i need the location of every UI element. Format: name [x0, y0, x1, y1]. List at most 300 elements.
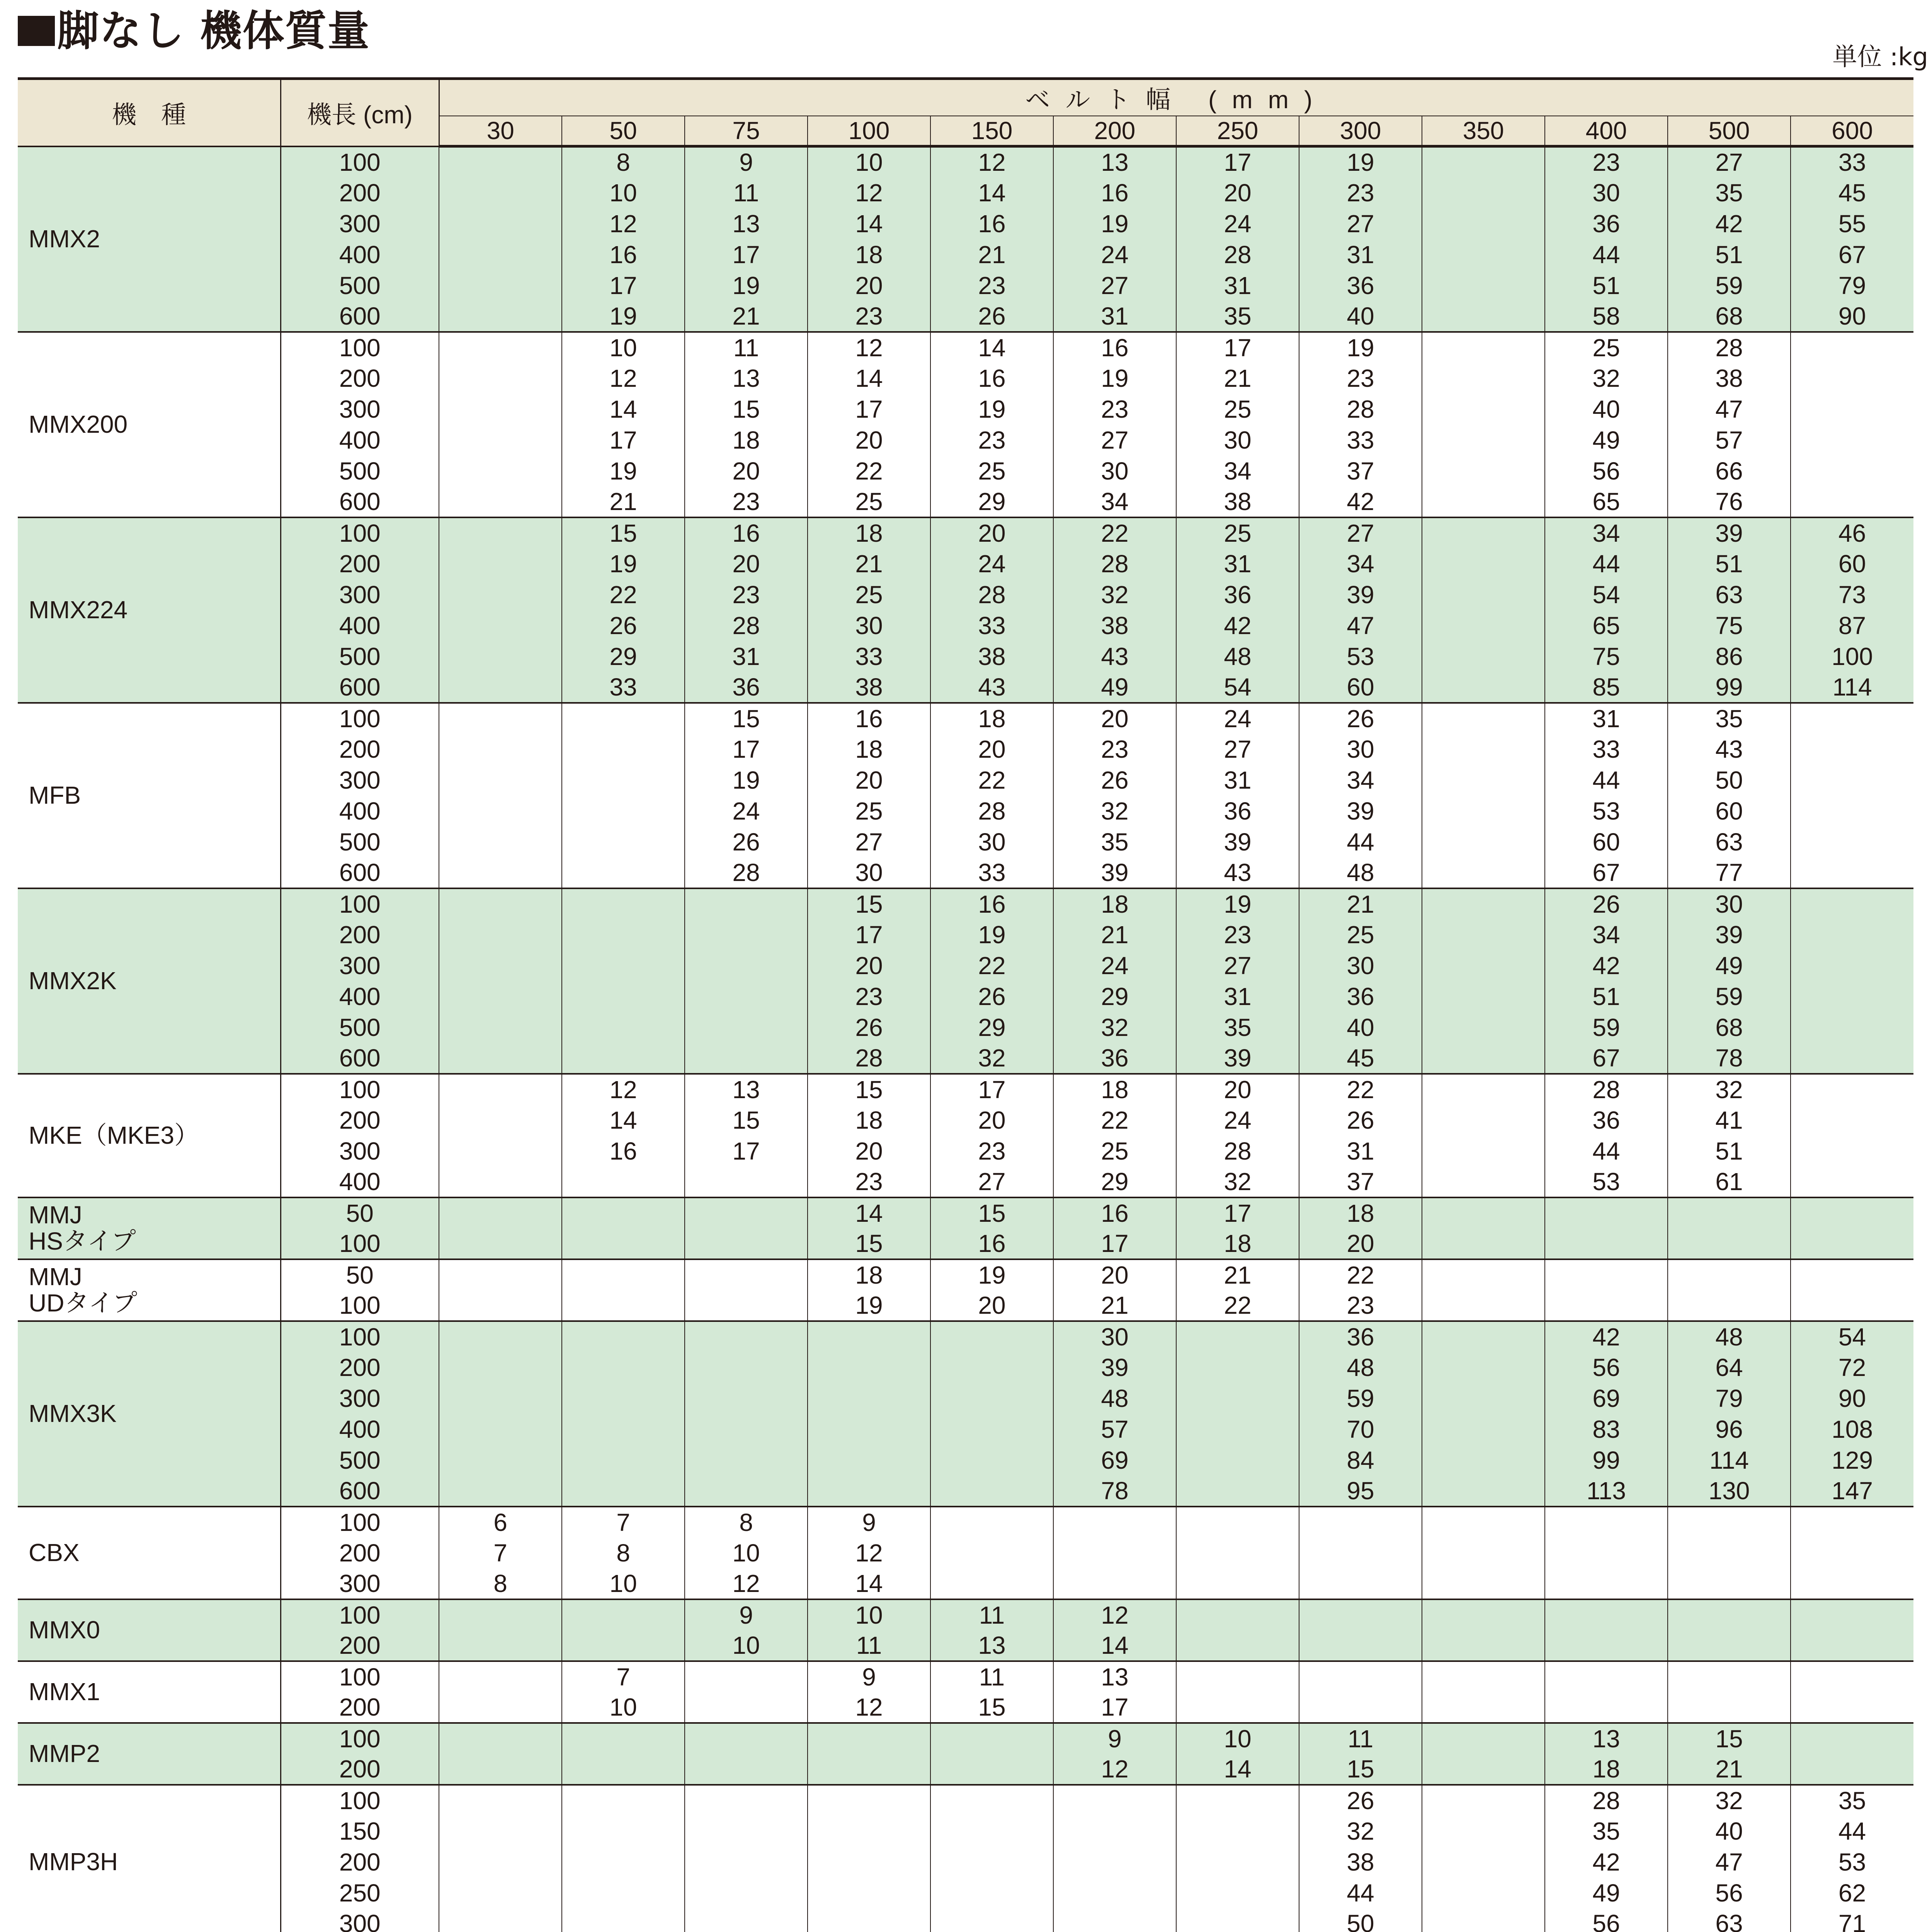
weight-cell: 44 — [1545, 1136, 1668, 1167]
weight-cell — [439, 456, 562, 486]
table-row — [18, 610, 1913, 641]
weight-cell — [439, 703, 562, 734]
weight-cell: 25 — [1176, 517, 1299, 548]
length-cell: 200 — [281, 548, 439, 579]
length-cell: 200 — [281, 1630, 439, 1661]
weight-cell: 22 — [808, 456, 930, 486]
weight-cell — [1545, 1599, 1668, 1630]
weight-cell: 10 — [685, 1537, 808, 1568]
weight-cell: 68 — [1668, 301, 1791, 332]
table-row — [18, 425, 1913, 456]
weight-cell: 34 — [1299, 548, 1422, 579]
table-row — [18, 177, 1913, 208]
weight-cell — [1053, 1537, 1176, 1568]
weight-cell — [1422, 548, 1545, 579]
table-row — [18, 857, 1913, 888]
length-cell: 100 — [281, 1661, 439, 1692]
weight-cell — [1545, 1537, 1668, 1568]
weight-cell — [1791, 486, 1913, 517]
weight-cell — [1791, 1723, 1913, 1754]
weight-cell: 27 — [1053, 270, 1176, 301]
weight-cell — [439, 1167, 562, 1197]
weight-cell: 60 — [1668, 796, 1791, 827]
weight-cell — [562, 703, 685, 734]
weight-cell: 43 — [1176, 857, 1299, 888]
weight-cell: 78 — [1668, 1043, 1791, 1074]
weight-cell — [439, 1661, 562, 1692]
weight-cell — [562, 1197, 685, 1228]
weight-cell — [808, 1476, 930, 1507]
weight-cell — [1176, 1908, 1299, 1932]
table-row — [18, 1908, 1913, 1932]
weight-cell: 18 — [808, 734, 930, 765]
weight-cell: 18 — [1176, 1228, 1299, 1259]
table-row — [18, 332, 1913, 363]
weight-cell: 32 — [1053, 579, 1176, 610]
weight-cell — [1422, 332, 1545, 363]
weight-cell — [1422, 1136, 1545, 1167]
belt-width-header-cell: 400 — [1545, 116, 1668, 146]
weight-cell — [1791, 1167, 1913, 1197]
weight-cell: 129 — [1791, 1445, 1913, 1476]
weight-cell — [1791, 363, 1913, 394]
weight-cell: 20 — [1299, 1228, 1422, 1259]
table-row — [18, 1785, 1913, 1816]
length-cell: 500 — [281, 1445, 439, 1476]
weight-cell: 35 — [1668, 177, 1791, 208]
weight-cell — [439, 1476, 562, 1507]
weight-cell — [685, 950, 808, 981]
weight-cell: 25 — [1176, 394, 1299, 425]
weight-cell — [1422, 1259, 1545, 1290]
weight-cell: 20 — [808, 765, 930, 796]
weight-cell: 56 — [1545, 1908, 1668, 1932]
weight-cell — [439, 1136, 562, 1167]
belt-width-header-cell: 30 — [439, 116, 562, 146]
weight-cell: 65 — [1545, 610, 1668, 641]
weight-cell: 7 — [562, 1661, 685, 1692]
length-cell: 300 — [281, 394, 439, 425]
weight-cell: 24 — [930, 548, 1053, 579]
weight-cell: 31 — [1299, 1136, 1422, 1167]
table-row — [18, 1537, 1913, 1568]
length-cell: 500 — [281, 641, 439, 672]
weight-cell — [685, 919, 808, 950]
weight-cell: 59 — [1545, 1012, 1668, 1043]
weight-cell: 17 — [562, 270, 685, 301]
weight-cell: 37 — [1299, 1167, 1422, 1197]
model-name-cell: CBX — [18, 1507, 281, 1599]
weight-cell: 69 — [1545, 1383, 1668, 1414]
weight-cell: 25 — [808, 486, 930, 517]
weight-cell: 85 — [1545, 672, 1668, 703]
weight-cell: 9 — [685, 1599, 808, 1630]
weight-cell: 21 — [1176, 1259, 1299, 1290]
table-row — [18, 1136, 1913, 1167]
weight-cell — [562, 1290, 685, 1321]
weight-cell: 10 — [562, 177, 685, 208]
weight-cell: 13 — [685, 1074, 808, 1105]
table-row — [18, 394, 1913, 425]
weight-cell — [1668, 1661, 1791, 1692]
weight-cell — [1791, 857, 1913, 888]
weight-cell: 48 — [1176, 641, 1299, 672]
weight-cell — [685, 1847, 808, 1878]
weight-cell — [1053, 1785, 1176, 1816]
weight-cell — [685, 1352, 808, 1383]
weight-cell: 35 — [1545, 1816, 1668, 1847]
weight-cell — [1791, 456, 1913, 486]
model-name-cell: MMX1 — [18, 1661, 281, 1723]
weight-cell — [562, 919, 685, 950]
weight-cell: 59 — [1668, 270, 1791, 301]
weight-cell — [439, 1074, 562, 1105]
weight-cell: 7 — [439, 1537, 562, 1568]
weight-cell — [1422, 827, 1545, 857]
table-row — [18, 517, 1913, 548]
weight-cell: 114 — [1791, 672, 1913, 703]
weight-cell: 10 — [562, 1568, 685, 1599]
weight-cell — [439, 1878, 562, 1908]
weight-cell — [439, 919, 562, 950]
weight-cell — [1791, 703, 1913, 734]
weight-cell: 67 — [1791, 239, 1913, 270]
weight-cell — [1422, 888, 1545, 919]
weight-cell — [930, 1352, 1053, 1383]
weight-cell: 47 — [1668, 394, 1791, 425]
length-cell: 300 — [281, 1908, 439, 1932]
weight-cell: 34 — [1176, 456, 1299, 486]
weight-cell: 22 — [1053, 517, 1176, 548]
weight-cell: 10 — [808, 1599, 930, 1630]
weight-cell — [1422, 641, 1545, 672]
weight-cell — [1176, 1568, 1299, 1599]
weight-cell — [1422, 1878, 1545, 1908]
weight-cell: 61 — [1668, 1167, 1791, 1197]
weight-cell: 32 — [930, 1043, 1053, 1074]
weight-cell — [1545, 1197, 1668, 1228]
model-name-cell: MMX200 — [18, 332, 281, 517]
weight-cell — [562, 1847, 685, 1878]
weight-cell: 59 — [1299, 1383, 1422, 1414]
weight-cell — [562, 1754, 685, 1785]
weight-cell: 6 — [439, 1507, 562, 1537]
weight-cell: 42 — [1545, 1847, 1668, 1878]
weight-cell: 40 — [1299, 1012, 1422, 1043]
weight-cell: 27 — [1299, 517, 1422, 548]
weight-cell — [562, 1228, 685, 1259]
weight-cell: 36 — [1299, 1321, 1422, 1352]
weight-cell: 57 — [1668, 425, 1791, 456]
length-cell: 100 — [281, 1228, 439, 1259]
weight-cell: 28 — [1176, 239, 1299, 270]
weight-cell — [1422, 1847, 1545, 1878]
weight-cell: 13 — [685, 208, 808, 239]
weight-cell: 34 — [1545, 517, 1668, 548]
weight-cell: 8 — [562, 1537, 685, 1568]
weight-cell — [685, 1476, 808, 1507]
weight-cell — [1422, 146, 1545, 177]
weight-cell: 96 — [1668, 1414, 1791, 1445]
weight-cell: 57 — [1053, 1414, 1176, 1445]
weight-cell: 24 — [1176, 703, 1299, 734]
weight-cell: 26 — [1299, 1105, 1422, 1136]
weight-cell: 27 — [1299, 208, 1422, 239]
weight-cell — [439, 888, 562, 919]
length-cell: 300 — [281, 208, 439, 239]
weight-cell: 16 — [930, 888, 1053, 919]
belt-width-header-cell: 300 — [1299, 116, 1422, 146]
weight-cell: 21 — [1053, 919, 1176, 950]
model-name-cell: MMJ HSタイプ — [18, 1197, 281, 1259]
weight-cell — [562, 1167, 685, 1197]
weight-cell: 17 — [562, 425, 685, 456]
weight-cell: 33 — [1791, 146, 1913, 177]
weight-cell — [930, 1878, 1053, 1908]
weight-cell: 15 — [808, 1228, 930, 1259]
length-cell: 400 — [281, 610, 439, 641]
unit-label: 単位 :kg — [1832, 43, 1928, 71]
weight-cell — [439, 796, 562, 827]
weight-cell: 147 — [1791, 1476, 1913, 1507]
weight-cell: 33 — [1299, 425, 1422, 456]
weight-cell: 35 — [1176, 1012, 1299, 1043]
weight-cell: 11 — [685, 332, 808, 363]
weight-cell: 83 — [1545, 1414, 1668, 1445]
weight-cell: 9 — [808, 1507, 930, 1537]
weight-cell: 30 — [1053, 456, 1176, 486]
weight-cell — [930, 1754, 1053, 1785]
weight-cell: 33 — [930, 857, 1053, 888]
weight-cell — [439, 1816, 562, 1847]
table-row — [18, 548, 1913, 579]
weight-cell: 22 — [930, 950, 1053, 981]
weight-cell: 113 — [1545, 1476, 1668, 1507]
length-cell: 300 — [281, 1136, 439, 1167]
weight-cell — [808, 1878, 930, 1908]
table-row — [18, 1476, 1913, 1507]
weight-cell: 38 — [1053, 610, 1176, 641]
weight-cell: 14 — [808, 208, 930, 239]
weight-cell — [808, 1908, 930, 1932]
weight-cell — [562, 1012, 685, 1043]
weight-cell — [1299, 1630, 1422, 1661]
weight-cell: 11 — [930, 1661, 1053, 1692]
weight-cell: 23 — [685, 486, 808, 517]
weight-cell: 100 — [1791, 641, 1913, 672]
weight-cell — [562, 1414, 685, 1445]
weight-cell: 25 — [1299, 919, 1422, 950]
weight-cell: 60 — [1299, 672, 1422, 703]
weight-cell: 49 — [1668, 950, 1791, 981]
weight-cell — [1791, 1630, 1913, 1661]
weight-cell — [439, 1908, 562, 1932]
weight-cell: 35 — [1053, 827, 1176, 857]
weight-cell — [439, 1785, 562, 1816]
weight-cell: 7 — [562, 1507, 685, 1537]
weight-cell — [439, 1847, 562, 1878]
weight-cell: 46 — [1791, 517, 1913, 548]
length-cell: 100 — [281, 1507, 439, 1537]
weight-cell — [1176, 1599, 1299, 1630]
weight-cell: 45 — [1791, 177, 1913, 208]
table-row — [18, 919, 1913, 950]
length-cell: 100 — [281, 517, 439, 548]
weight-cell — [808, 1445, 930, 1476]
weight-cell: 17 — [685, 1136, 808, 1167]
weight-cell — [685, 1290, 808, 1321]
weight-cell — [1422, 703, 1545, 734]
weight-cell — [685, 1878, 808, 1908]
weight-cell: 26 — [685, 827, 808, 857]
weight-cell: 8 — [685, 1507, 808, 1537]
weight-cell — [439, 1321, 562, 1352]
weight-cell: 31 — [1176, 270, 1299, 301]
table-row — [18, 734, 1913, 765]
weight-cell — [1422, 394, 1545, 425]
weight-cell — [439, 1754, 562, 1785]
length-cell: 600 — [281, 301, 439, 332]
weight-cell — [562, 827, 685, 857]
weight-cell: 34 — [1545, 919, 1668, 950]
weight-cell — [1422, 1476, 1545, 1507]
weight-cell — [930, 1414, 1053, 1445]
weight-cell: 39 — [1053, 1352, 1176, 1383]
table-row — [18, 1507, 1913, 1537]
table-row — [18, 1847, 1913, 1878]
weight-cell — [439, 1043, 562, 1074]
weight-cell — [1422, 1599, 1545, 1630]
weight-cell — [1422, 1537, 1545, 1568]
weight-cell — [1053, 1507, 1176, 1537]
length-cell: 100 — [281, 332, 439, 363]
weight-cell — [1791, 765, 1913, 796]
weight-cell — [1791, 888, 1913, 919]
weight-cell: 10 — [562, 1692, 685, 1723]
weight-cell: 16 — [1053, 177, 1176, 208]
weight-cell: 41 — [1668, 1105, 1791, 1136]
length-cell: 400 — [281, 796, 439, 827]
weight-cell: 14 — [808, 1197, 930, 1228]
weight-cell: 42 — [1545, 950, 1668, 981]
weight-cell: 76 — [1668, 486, 1791, 517]
length-cell: 400 — [281, 1414, 439, 1445]
length-cell: 200 — [281, 363, 439, 394]
weight-cell — [1176, 1661, 1299, 1692]
weight-cell: 16 — [562, 1136, 685, 1167]
weight-cell: 12 — [808, 177, 930, 208]
weight-cell — [1791, 981, 1913, 1012]
weight-cell: 21 — [1668, 1754, 1791, 1785]
belt-width-header-cell: 100 — [808, 116, 930, 146]
weight-cell — [1422, 301, 1545, 332]
weight-cell: 51 — [1668, 239, 1791, 270]
weight-cell — [439, 1630, 562, 1661]
weight-cell: 15 — [930, 1197, 1053, 1228]
weight-cell — [562, 1599, 685, 1630]
weight-cell — [808, 1785, 930, 1816]
weight-cell: 20 — [808, 950, 930, 981]
weight-cell: 63 — [1668, 827, 1791, 857]
weight-cell: 12 — [562, 363, 685, 394]
table-row — [18, 1321, 1913, 1352]
length-cell: 400 — [281, 425, 439, 456]
weight-cell: 51 — [1668, 548, 1791, 579]
weight-cell — [1176, 1352, 1299, 1383]
weight-cell: 30 — [808, 857, 930, 888]
weight-cell: 31 — [1299, 239, 1422, 270]
weight-cell: 77 — [1668, 857, 1791, 888]
weight-cell: 28 — [930, 796, 1053, 827]
length-cell: 500 — [281, 1012, 439, 1043]
weight-cell: 15 — [685, 1105, 808, 1136]
weight-cell: 39 — [1176, 827, 1299, 857]
weight-cell — [1422, 1692, 1545, 1723]
length-cell: 50 — [281, 1197, 439, 1228]
weight-cell — [562, 1878, 685, 1908]
table-row — [18, 1816, 1913, 1847]
weight-cell: 36 — [1545, 1105, 1668, 1136]
weight-cell: 9 — [1053, 1723, 1176, 1754]
weight-cell — [562, 950, 685, 981]
weight-cell — [439, 177, 562, 208]
weight-cell: 19 — [1053, 208, 1176, 239]
weight-cell: 10 — [562, 332, 685, 363]
weight-cell: 19 — [685, 765, 808, 796]
weight-cell: 26 — [930, 981, 1053, 1012]
weight-cell: 31 — [1176, 548, 1299, 579]
weight-cell: 20 — [1176, 1074, 1299, 1105]
weight-cell: 44 — [1299, 1878, 1422, 1908]
weight-cell: 24 — [1176, 208, 1299, 239]
weight-cell: 65 — [1545, 486, 1668, 517]
weight-cell: 30 — [1299, 950, 1422, 981]
weight-cell — [439, 981, 562, 1012]
table-row — [18, 208, 1913, 239]
model-name-cell: MKE（MKE3） — [18, 1074, 281, 1197]
weight-cell: 12 — [808, 1537, 930, 1568]
weight-cell: 63 — [1668, 1908, 1791, 1932]
weight-cell — [1176, 1383, 1299, 1414]
weight-cell: 18 — [1299, 1197, 1422, 1228]
model-name-cell: MMX2K — [18, 888, 281, 1074]
weight-cell: 20 — [930, 1105, 1053, 1136]
length-cell: 300 — [281, 579, 439, 610]
weight-cell — [1422, 1908, 1545, 1932]
weight-cell: 23 — [930, 1136, 1053, 1167]
weight-cell: 16 — [1053, 1197, 1176, 1228]
weight-cell — [1791, 950, 1913, 981]
weight-cell: 60 — [1791, 548, 1913, 579]
length-cell: 150 — [281, 1816, 439, 1847]
weight-cell: 29 — [930, 1012, 1053, 1043]
weight-cell: 34 — [1299, 765, 1422, 796]
weight-cell: 26 — [1053, 765, 1176, 796]
weight-cell: 70 — [1299, 1414, 1422, 1445]
weight-cell: 24 — [685, 796, 808, 827]
weight-cell: 28 — [685, 857, 808, 888]
weight-cell — [1053, 1908, 1176, 1932]
weight-cell: 42 — [1545, 1321, 1668, 1352]
weight-cell: 44 — [1791, 1816, 1913, 1847]
weight-cell — [439, 1290, 562, 1321]
table-row — [18, 981, 1913, 1012]
table-row — [18, 1228, 1913, 1259]
weight-cell — [1422, 517, 1545, 548]
weight-cell: 20 — [685, 456, 808, 486]
weight-cell: 66 — [1668, 456, 1791, 486]
length-cell: 600 — [281, 486, 439, 517]
